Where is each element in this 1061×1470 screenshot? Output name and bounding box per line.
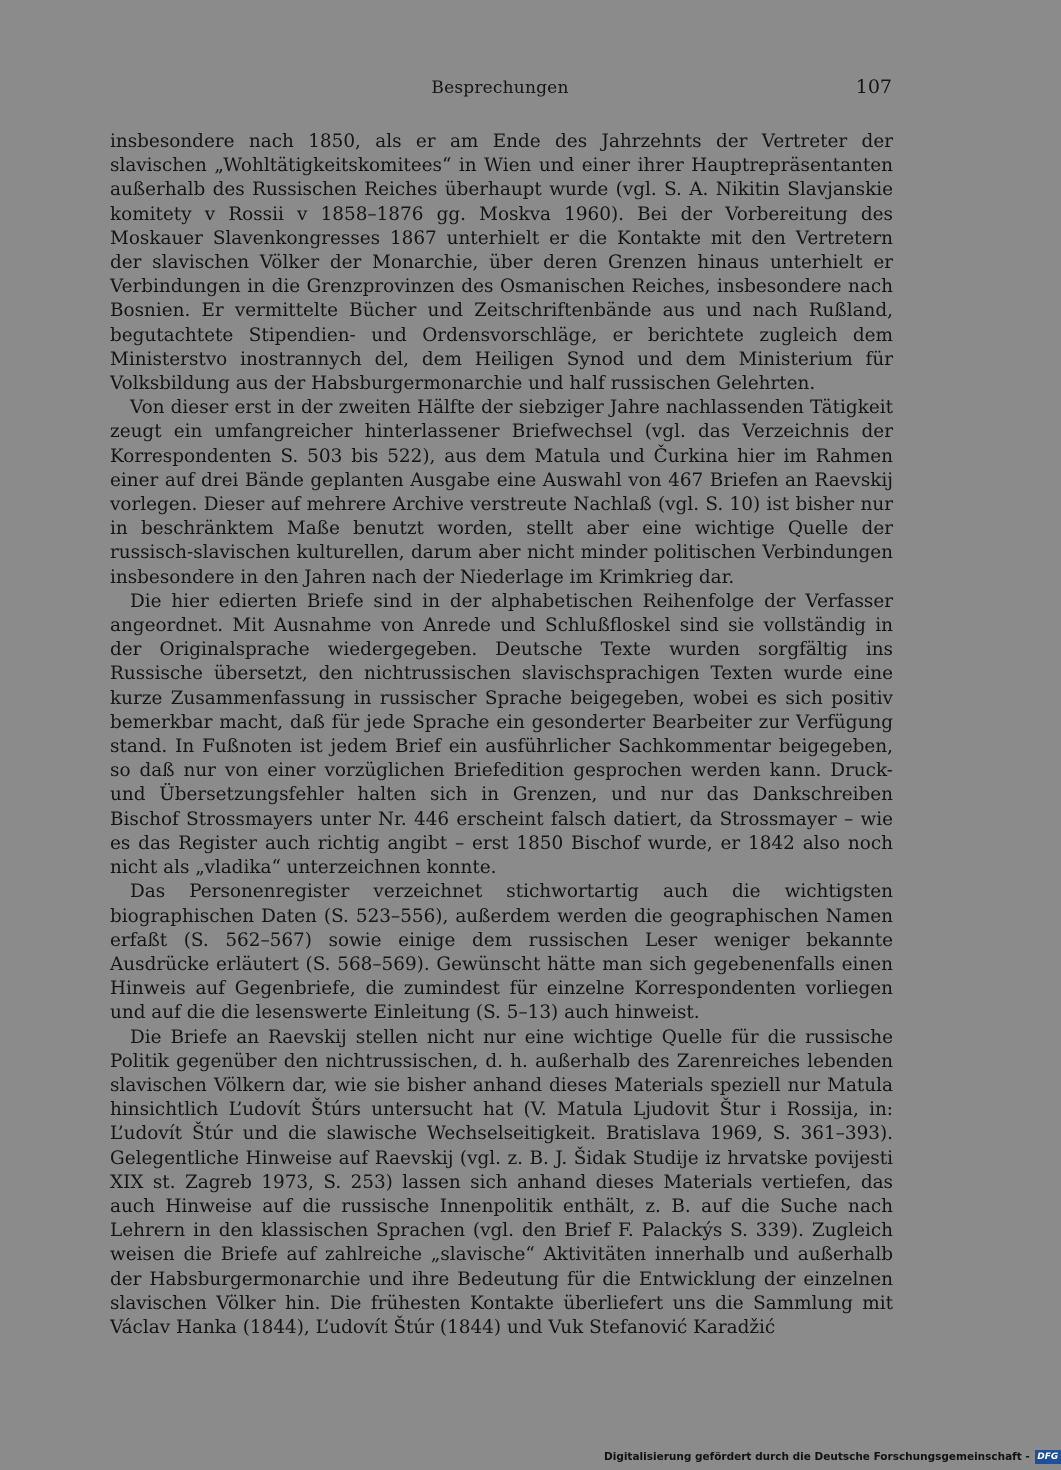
page-number: 107: [855, 76, 892, 98]
paragraph-1: insbesondere nach 1850, als er am Ende des Jahrzehnts der Vertreter der slavischen „Wohltätigkeitskomitees“ in Wien und einer ihrer Hauptrepräsentanten außerhalb des Russischen Reiches überhaupt wurde (vgl. S. A. Nikitin Slavjanskie komitety v Rossii v 1858–1876 gg. Moskva 1960). Bei der Vorbereitung des Moskauer Slavenkongresses 1867 unterhielt er die Kontakte mit den Vertretern der slavischen Völker der Monarchie, über deren Grenzen hinaus unterhielt er Verbindungen in die Grenzprovinzen des Osmanischen Reiches, insbesondere nach Bosnien. Er vermittelte Bücher und Zeitschriftenbände aus und nach Rußland, begutachtete Stipendien- und Ordensvorschläge, er berichtete zugleich dem Ministerstvo inostrannych del, dem Heiligen Synod und dem Ministerium für Volksbildung aus der Habsburgermonarchie und half russischen Gelehrten.: [110, 131, 893, 395]
paragraph-2: Von dieser erst in der zweiten Hälfte der siebziger Jahre nachlassenden Tätigkeit zeugt ein umfangreicher hinterlassener Briefwechsel (vgl. das Verzeichnis der Korrespondenten S. 503 bis 522), aus dem Matula und Čurkina hier im Rahmen einer auf drei Bände geplanten Ausgabe eine Auswahl von 467 Briefen an Raevskij vorlegen. Dieser auf mehrere Archive verstreute Nachlaß (vgl. S. 10) ist bisher nur in beschränktem Maße benutzt worden, stellt aber eine wichtige Quelle der russisch-slavischen kulturellen, darum aber nicht minder politischen Verbindungen insbesondere in den Jahren nach der Niederlage im Krimkrieg dar.: [110, 397, 893, 588]
dfg-logo-icon: DFG: [1035, 1450, 1061, 1464]
paragraph-5: Die Briefe an Raevskij stellen nicht nur eine wichtige Quelle für die russische Politik gegenüber den nichtrussischen, d. h. außerhalb des Zarenreiches lebenden slavischen Völkern dar, wie sie bisher anhand dieses Materials speziell nur Matula hinsichtlich L’udovít Štúrs untersucht hat (V. Matula Ljudovit Štur i Rossija, in: L’udovít Štúr und die slawische Wechselseitigkeit. Bratislava 1969, S. 361–393). Gelegentliche Hinweise auf Raevskij (vgl. z. B. J. Šidak Studije iz hrvatske povijesti XIX st. Zagreb 1973, S. 253) lassen sich anhand dieses Materials vertiefen, das auch Hinweise auf die russische Innenpolitik enthält, z. B. auf die Suche nach Lehrern in den klassischen Sprachen (vgl. den Brief F. Palackýs S. 339). Zugleich weisen die Briefe auf zahlreiche „slavische“ Aktivitäten innerhalb und außerhalb der Habsburgermonarchie und ihre Bedeutung für die Entwicklung der einzelnen slavischen Völker hin. Die frühesten Kontakte überliefert uns die Sammlung mit Václav Hanka (1844), L’udovít Štúr (1844) und Vuk Stefanović Karadžić: [110, 1026, 893, 1338]
digitization-credit: Digitalisierung gefördert durch die Deutsche Forschungsgemeinschaft -: [604, 1451, 1030, 1463]
paragraph-3: Die hier edierten Briefe sind in der alphabetischen Reihenfolge der Verfasser angeordnet. Mit Ausnahme von Anrede und Schlußfloskel sind sie vollständig in der Originalsprache wiedergegeben. Deutsche Texte wurden sorgfältig ins Russische übersetzt, den nichtrussischen slavischsprachigen Texten wurde eine kurze Zusammenfassung in russischer Sprache beigegeben, wobei es sich positiv bemerkbar macht, daß für jede Sprache ein gesonderter Bearbeiter zur Verfügung stand. In Fußnoten ist jedem Brief ein ausführlicher Sachkommentar beigegeben, so daß nur von einer vorzüglichen Briefedition gesprochen werden kann. Druck- und Übersetzungsfehler halten sich in Grenzen, und nur das Dankschreiben Bischof Strossmayers unter Nr. 446 erscheint falsch datiert, da Strossmayer – wie es das Register auch richtig angibt – erst 1850 Bischof wurde, er 1842 also noch nicht als „vladika“ unterzeichnen konnte.: [110, 590, 893, 879]
body-text: [110, 130, 893, 1340]
paragraph-4: Das Personenregister verzeichnet stichwortartig auch die wichtigsten biographischen Daten (S. 523–556), außerdem werden die geographischen Namen erfaßt (S. 562–567) sowie einige dem russischen Leser weniger bekannte Ausdrücke erläutert (S. 568–569). Gewünscht hätte man sich gegebenenfalls einen Hinweis auf Gegenbriefe, die zumindest für einzelne Korrespondenten vorliegen und auf die die lesenswerte Einleitung (S. 5–13) auch hinweist.: [110, 881, 893, 1024]
running-title: Besprechungen: [431, 78, 569, 98]
digitization-footer: [604, 1449, 1061, 1465]
